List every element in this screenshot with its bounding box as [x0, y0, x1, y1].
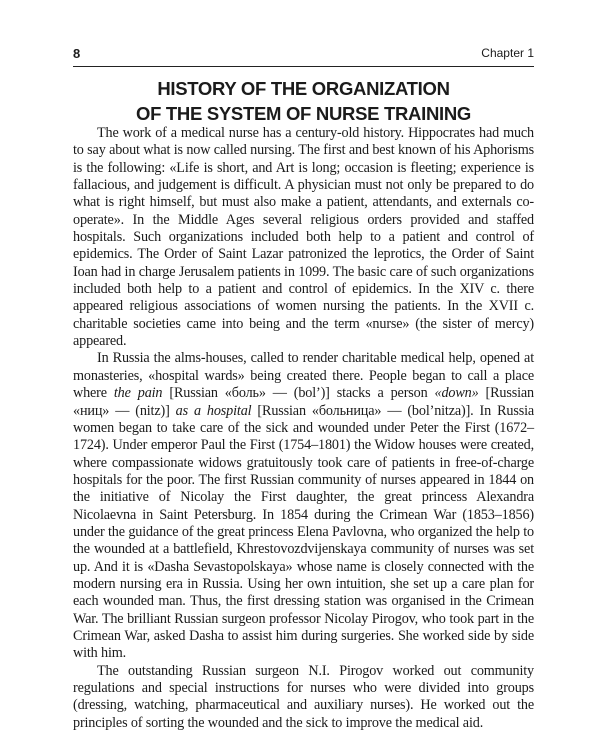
text-run: [Russian «ниц» — (nitz)] [73, 385, 534, 419]
running-header [73, 44, 534, 67]
section-title [73, 76, 534, 126]
italic-phrase: «down» [434, 385, 479, 402]
paragraph-nursing-history: The work of a medical nurse has a century-old history. Hippocrates had much to say about what is now called nursing. The first and best known of his Aphorisms is the following: «Life is short, and Art is long; occasion is fleeting; experience is fallacious, and judgement is difficult. A physician must not only be prepared to do what is right himself, but must also make a patient, attendants, and externals co-operate». In the Middle Ages several religious orders provided and staffed hospitals. Such organizations included both help to a patient and control of epidemics. The Order of Saint Lazar patronized the leprotics, the Order of Saint Ioan had in charge Jerusalem patients in 1099. The basic care of such organizations included both help to a patient and control of epidemics. In the XIV c. there appeared religious associations of women nursing the patients. In the XVII c. charitable societies came into being and the term «nurse» (the sister of mercy) appeared. [73, 125, 534, 350]
body-text [73, 125, 534, 732]
paragraph-pirogov: The outstanding Russian surgeon N.I. Pirogov worked out community regulations and special instructions for nurses who were divided into groups (dressing, watching, pharmaceutical and auxiliary nurses). He worked out the principles of sorting the wounded and the sick to improve the medical aid. [73, 662, 534, 731]
chapter-label: Chapter 1 [481, 46, 534, 60]
paragraph-russia-nursing [73, 350, 534, 662]
italic-phrase: as a hospital [175, 402, 252, 419]
section-title-line-2: OF THE SYSTEM OF NURSE TRAINING [135, 103, 472, 124]
text-run: In Russia the alms-houses, called to render charitable medical help, opened at monasteries, «hospital wards» being created there. People began to call a place where [73, 350, 534, 402]
text-run: [Russian «боль» — (bol’)] stacks a person [162, 385, 435, 402]
page-number: 8 [73, 46, 81, 61]
section-title-line-1: HISTORY OF THE ORGANIZATION [157, 78, 450, 99]
text-run: [Russian «больница» — (bol’nitza)]. In Russia women began to take care of the sick and wounded under Peter the First (1672–1724). Under emperor Paul the First (1754–1801) the Widow houses were created, where compassionate widows gratuitously took care of patients in free-of-charge hospitals for the poor. The first Russian community of nurses appeared in 1844 on the initiative of Nicolay the First daughter, the great princess Alexandra Nicolaevna in Saint Petersburg. In 1854 during the Crimean War (1853–1856) under the guidance of the great princess Elena Pavlovna, who organized the help to the wounded at a battlefield, Khrestovozdvijenskaya community of nurses was set up. And it is «Dasha Sevastopolskaya» whose name is closely connected with the modern nursing era in Russia. Using her own intuition, she set up a care plan for each wounded man. Thus, the first dressing station was organised in the Crimean War. The brilliant Russian surgeon professor Nicolay Pirogov, who took part in the Crimean War, asked Dasha to assist him during surgeries. She worked side by side with him. [73, 402, 535, 662]
italic-phrase: the pain [113, 385, 163, 402]
